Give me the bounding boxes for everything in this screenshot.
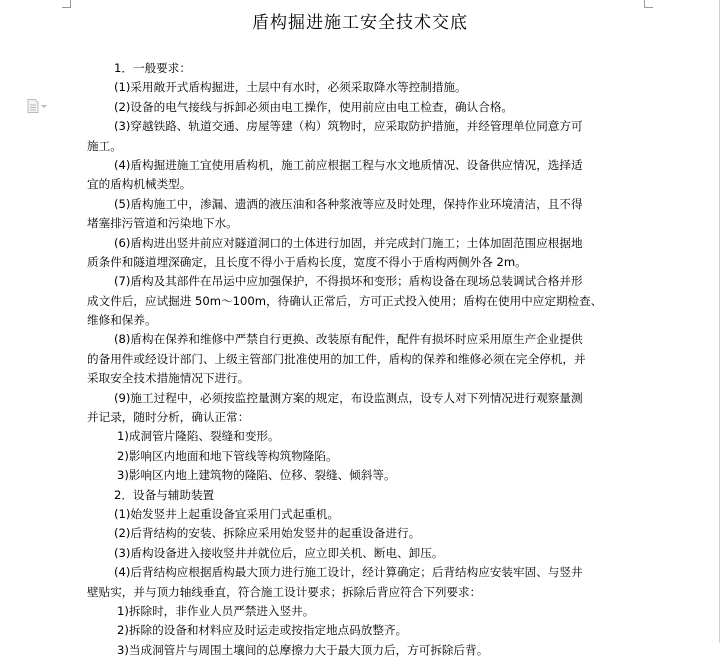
paragraph-line: 维修和保养。 — [87, 313, 157, 328]
paragraph-line: 成文件后，应试掘进 50m～100m，待确认正常后，方可正式投入使用；盾构在使用中应定期检查、 — [87, 293, 603, 308]
paragraph-line: 宜的盾构机械类型。 — [87, 177, 192, 192]
document-title: 盾构掘进施工安全技术交底 — [252, 13, 468, 33]
paragraph-line: 施工。 — [87, 138, 122, 153]
paragraph-line: 质条件和隧道埋深确定，且长度不得小于盾构长度，宽度不得小于盾构两侧外各 2m。 — [87, 254, 527, 269]
paragraph-line: (7)盾构及其部件在吊运中应加强保护，不得损坏和变形；盾构设备在现场总装调试合格并形 — [114, 274, 583, 289]
paragraph-line: (3)穿越铁路、轨道交通、房屋等建（构）筑物时，应采取防护措施，并经管理单位同意方可 — [114, 119, 583, 134]
paragraph-line: (2)设备的电气接线与拆卸必须由电工操作，使用前应由电工检查，确认合格。 — [114, 99, 514, 114]
chevron-down-icon — [41, 105, 47, 108]
paragraph-line: (6)盾构进出竖井前应对隧道洞口的土体进行加固，并完成封门施工；土体加固范围应根据地 — [114, 235, 583, 250]
paragraph-line: 1)拆除时，非作业人员严禁进入竖井。 — [117, 603, 315, 618]
paragraph-line: 并记录，随时分析，确认正常： — [87, 410, 250, 425]
paragraph-line: (1)始发竖井上起重设备宜采用门式起重机。 — [114, 506, 340, 521]
paragraph-line: (3)盾构设备进入接收竖井并就位后，应立即关机、断电、卸压。 — [114, 545, 444, 560]
paragraph-line: (1)采用敞开式盾构掘进，土层中有水时，必须采取降水等控制措施。 — [114, 80, 467, 95]
paragraph-line: 1)成洞管片隆陷、裂缝和变形。 — [117, 429, 280, 444]
paragraph-line: (4)盾构掘进施工宜使用盾构机，施工前应根据工程与水文地质情况、设备供应情况，选择适 — [114, 157, 583, 172]
paragraph-line: 堵塞排污管道和污染地下水。 — [87, 216, 238, 231]
margin-document-button[interactable] — [27, 98, 49, 117]
paragraph-line: (5)盾构施工中，渗漏、遗洒的液压油和各种浆液等应及时处理，保持作业环境清洁，且不得 — [114, 196, 583, 211]
paragraph-line: (8)盾构在保养和维修中严禁自行更换、改装原有配件，配件有损坏时应采用原生产企业提供 — [114, 332, 583, 347]
paragraph-line: 2)拆除的设备和材料应及时运走或按指定地点码放整齐。 — [117, 623, 408, 638]
paragraph-line: 2)影响区内地面和地下管线等构筑物隆陷。 — [117, 448, 338, 463]
paragraph-line: 2．设备与辅助装置 — [114, 487, 215, 502]
paragraph-line: 的备用件或经设计部门、上级主管部门批准使用的加工件，盾构的保养和维修必须在完全停机，并 — [87, 351, 586, 366]
paragraph-line: 3)影响区内地上建筑物的隆陷、位移、裂缝、倾斜等。 — [117, 468, 396, 483]
paragraph-line: 采取安全技术措施情况下进行。 — [87, 371, 250, 386]
paragraph-line: (4)后背结构应根据盾构最大顶力进行施工设计，经计算确定；后背结构应安装牢固、与竖井 — [114, 565, 583, 580]
paragraph-line: (9)施工过程中，必须按监控量测方案的规定，布设监测点，设专人对下列情况进行观察量测 — [114, 390, 583, 405]
document-icon — [27, 99, 49, 113]
paragraph-line: 壁贴实，并与顶力轴线垂直，符合施工设计要求；拆除后背应符合下列要求： — [87, 584, 482, 599]
paragraph-line: (2)后背结构的安装、拆除应采用始发竖井的起重设备进行。 — [114, 526, 421, 541]
paragraph-line: 3)当成洞管片与周围土壤间的总摩擦力大于最大顶力后，方可拆除后背。 — [117, 642, 489, 657]
document-body — [87, 59, 632, 660]
paragraph-line: 1．一般要求： — [114, 61, 191, 75]
